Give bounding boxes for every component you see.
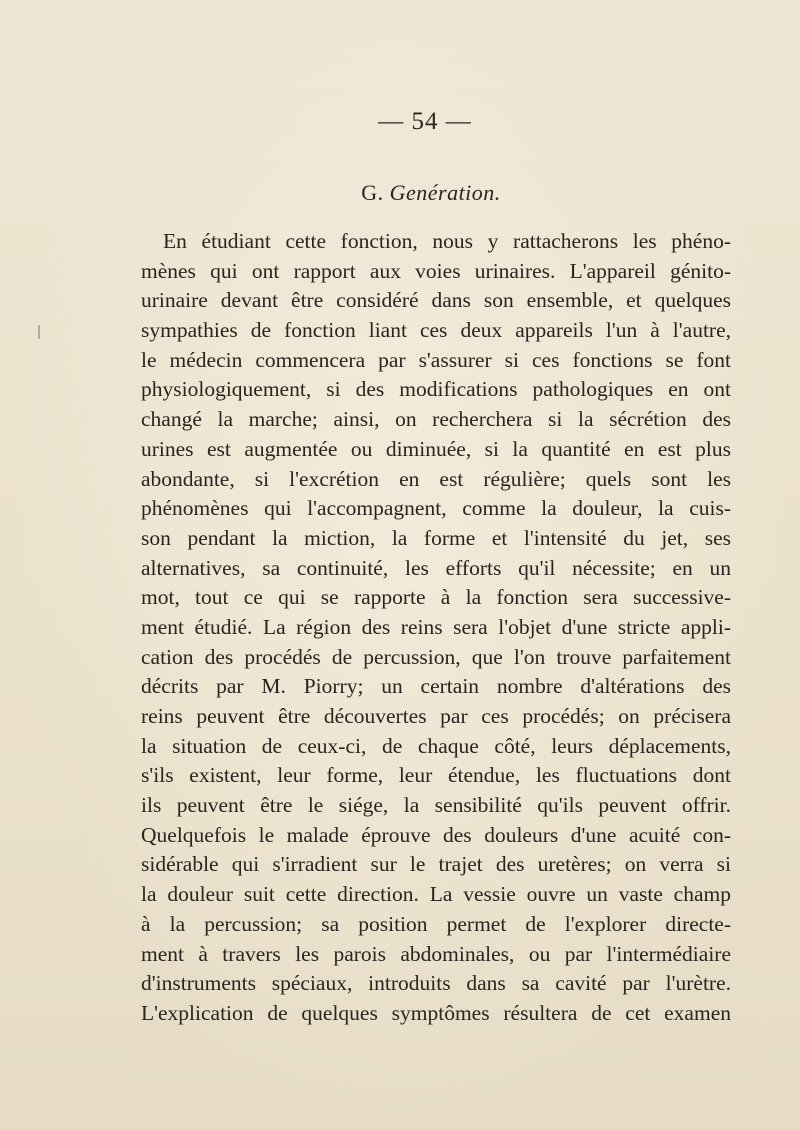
text-line: s'ils existent, leur forme, leur étendue, les fluctuations dont	[141, 763, 731, 788]
text-line: mènes qui ont rapport aux voies urinaires. L'appareil génito-	[141, 258, 731, 283]
binding-mark	[38, 325, 40, 339]
text-line: ils peuvent être le siége, la sensibilité qu'ils peuvent offrir.	[141, 793, 731, 818]
section-letter: G.	[361, 180, 384, 205]
body-text	[141, 227, 731, 1029]
text-line: physiologiquement, si des modifications pathologiques en ont	[141, 377, 731, 402]
text-line: mot, tout ce qui se rapporte à la fonction sera successive-	[141, 585, 731, 610]
text-line: la douleur suit cette direction. La vessie ouvre un vaste champ	[141, 882, 731, 907]
section-title: Genération.	[389, 180, 501, 205]
text-line: phénomènes qui l'accompagnent, comme la douleur, la cuis-	[141, 496, 731, 521]
text-line: ment étudié. La région des reins sera l'objet d'une stricte appli-	[141, 614, 731, 639]
text-line: à la percussion; sa position permet de l'explorer directe-	[141, 911, 731, 936]
text-line: urines est augmentée ou diminuée, si la quantité en est plus	[141, 436, 731, 461]
text-line: alternatives, sa continuité, les efforts qu'il nécessite; en un	[141, 555, 731, 580]
text-line: abondante, si l'excrétion en est régulière; quels sont les	[141, 466, 731, 491]
text-line: urinaire devant être considéré dans son ensemble, et quelques	[141, 288, 731, 313]
text-line: d'instruments spéciaux, introduits dans sa cavité par l'urètre.	[141, 971, 731, 996]
text-line: ment à travers les parois abdominales, ou par l'intermédiaire	[141, 941, 731, 966]
page-number: — 54 —	[378, 108, 472, 135]
text-line: L'explication de quelques symptômes résultera de cet examen	[141, 1000, 731, 1025]
text-line: changé la marche; ainsi, on recherchera si la sécrétion des	[141, 407, 731, 432]
text-line: sympathies de fonction liant ces deux appareils l'un à l'autre,	[141, 318, 731, 343]
text-line: décrits par M. Piorry; un certain nombre d'altérations des	[141, 674, 731, 699]
text-line: Quelquefois le malade éprouve des douleurs d'une acuité con-	[141, 822, 731, 847]
section-heading	[0, 180, 800, 206]
text-line: le médecin commencera par s'assurer si ces fonctions se font	[141, 347, 731, 372]
text-line: cation des procédés de percussion, que l'on trouve parfaitement	[141, 644, 731, 669]
text-line: la situation de ceux-ci, de chaque côté, leurs déplacements,	[141, 733, 731, 758]
text-line: sidérable qui s'irradient sur le trajet des uretères; on verra si	[141, 852, 731, 877]
text-line: son pendant la miction, la forme et l'intensité du jet, ses	[141, 525, 731, 550]
text-line: reins peuvent être découvertes par ces procédés; on précisera	[141, 704, 731, 728]
text-line: En étudiant cette fonction, nous y rattacherons les phéno-	[163, 229, 731, 253]
